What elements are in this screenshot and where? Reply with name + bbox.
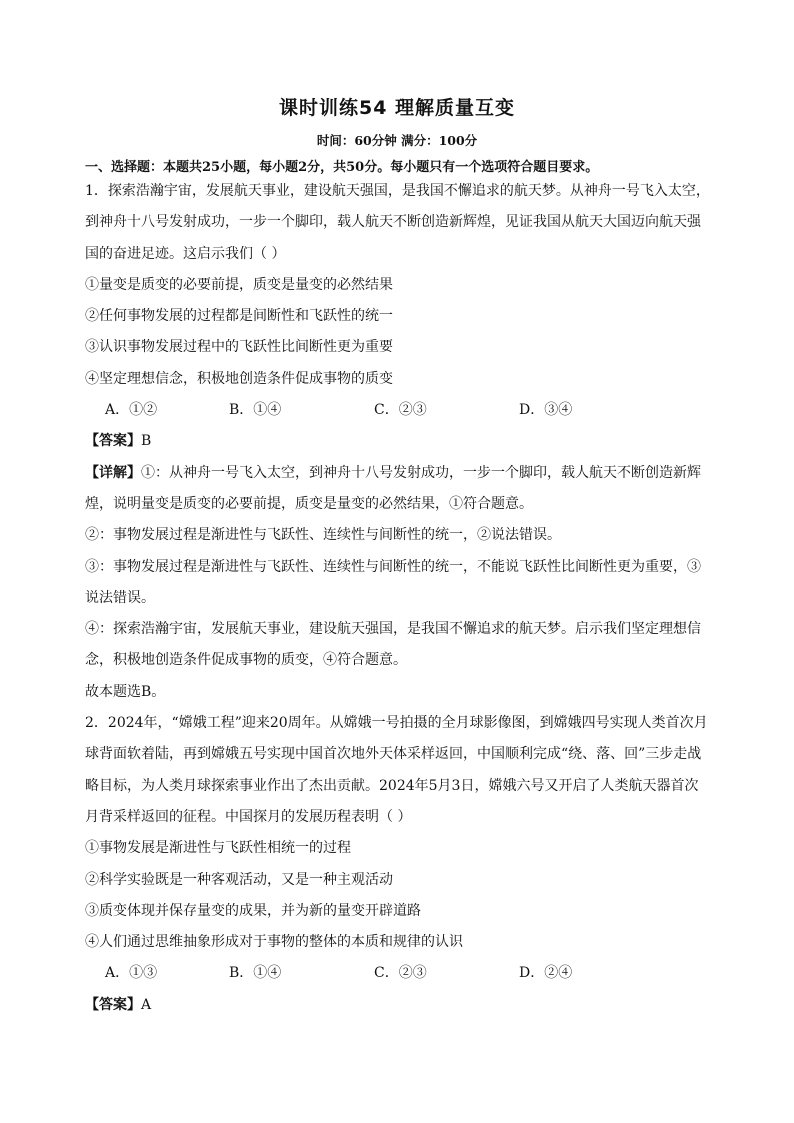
page-title: 课时训练54 理解质量互变	[278, 97, 516, 119]
answer-label: 【答案】	[85, 996, 141, 1013]
q1-detail-line: 念，积极地创造条件促成事物的质变，④符合题意。	[85, 652, 407, 669]
content-body	[85, 176, 721, 1021]
answer-label: 【答案】	[85, 433, 141, 450]
q1-option-a: A．①②	[105, 402, 158, 419]
q2-options	[85, 958, 721, 989]
q2-item-1: ①事物发展是渐进性与飞跃性相统一的过程	[85, 840, 351, 857]
detail-label: 【详解】	[85, 464, 141, 481]
q1-item-2: ②任何事物发展的过程都是间断性和飞跃性的统一	[85, 308, 393, 325]
q2-option-d: D．②④	[519, 965, 573, 982]
q1-stem-line: 到神舟十八号发射成功，一步一个脚印，载人航天不断创造新辉煌，见证我国从航天大国迈向航天强	[85, 214, 701, 231]
q2-stem-line: 球背面软着陆，再到嫦娥五号实现中国首次地外天体采样返回，中国顺利完成“绕、落、回”三步走战	[85, 746, 702, 763]
q2-stem-line: 2．2024年，“嫦娥工程”迎来20周年。从嫦娥一号拍摄的全月球影像图，到嫦娥四号实现人类首次月	[85, 715, 708, 732]
q1-detail-line: ②：事物发展过程是渐进性与飞跃性、连续性与间断性的统一，②说法错误。	[85, 527, 561, 544]
q2-stem-line: 月背采样返回的征程。中国探月的发展历程表明（ ）	[85, 808, 412, 825]
q2-option-c: C．②③	[374, 965, 427, 982]
q2-stem-line: 略目标，为人类月球探索事业作出了杰出贡献。2024年5月3日，嫦娥六号又开启了人类航天器首次	[85, 777, 699, 794]
q2-item-4: ④人们通过思维抽象形成对于事物的整体的本质和规律的认识	[85, 934, 463, 951]
q1-answer	[85, 426, 721, 457]
detail-text: ①：从神舟一号飞入太空，到神舟十八号发射成功，一步一个脚印，载人航天不断创造新辉	[141, 464, 701, 481]
q2-item-3: ③质变体现并保存量变的成果，并为新的量变开辟道路	[85, 902, 421, 919]
q1-detail-line: ③：事物发展过程是渐进性与飞跃性、连续性与间断性的统一，不能说飞跃性比间断性更为重要，③	[85, 558, 701, 575]
q1-detail-line: ④：探索浩瀚宇宙，发展航天事业，建设航天强国，是我国不懈追求的航天梦。启示我们坚定理想信	[85, 621, 701, 638]
q1-item-4: ④坚定理想信念，积极地创造条件促成事物的质变	[85, 370, 393, 387]
q1-stem-line: 1．探索浩瀚宇宙，发展航天事业，建设航天强国，是我国不懈追求的航天梦。从神舟一号飞入太空，	[85, 183, 710, 199]
q1-conclusion: 故本题选B。	[85, 683, 166, 700]
q1-detail-line	[85, 458, 721, 489]
q1-options	[85, 395, 721, 426]
answer-value: B	[141, 433, 152, 450]
q1-detail-line: 说法错误。	[85, 589, 155, 606]
q1-detail-line: 煌，说明量变是质变的必要前提，质变是量变的必然结果，①符合题意。	[85, 495, 533, 512]
answer-value: A	[141, 996, 152, 1013]
time-and-score: 时间：60分钟 满分：100分	[316, 133, 478, 148]
q1-item-3: ③认识事物发展过程中的飞跃性比间断性更为重要	[85, 339, 393, 356]
q2-answer	[85, 990, 721, 1021]
q1-option-c: C．②③	[374, 402, 427, 419]
q1-option-d: D．③④	[519, 402, 573, 419]
q2-item-2: ②科学实验既是一种客观活动，又是一种主观活动	[85, 871, 393, 888]
q1-item-1: ①量变是质变的必要前提，质变是量变的必然结果	[85, 276, 393, 293]
q2-option-b: B．①④	[229, 965, 282, 982]
q1-option-b: B．①④	[229, 402, 282, 419]
section-heading: 一、选择题：本题共25小题，每小题2分，共50分。每小题只有一个选项符合题目要求。	[85, 160, 599, 175]
q1-stem-line: 国的奋进足迹。这启示我们（ ）	[85, 245, 286, 262]
q2-option-a: A．①③	[105, 965, 158, 982]
